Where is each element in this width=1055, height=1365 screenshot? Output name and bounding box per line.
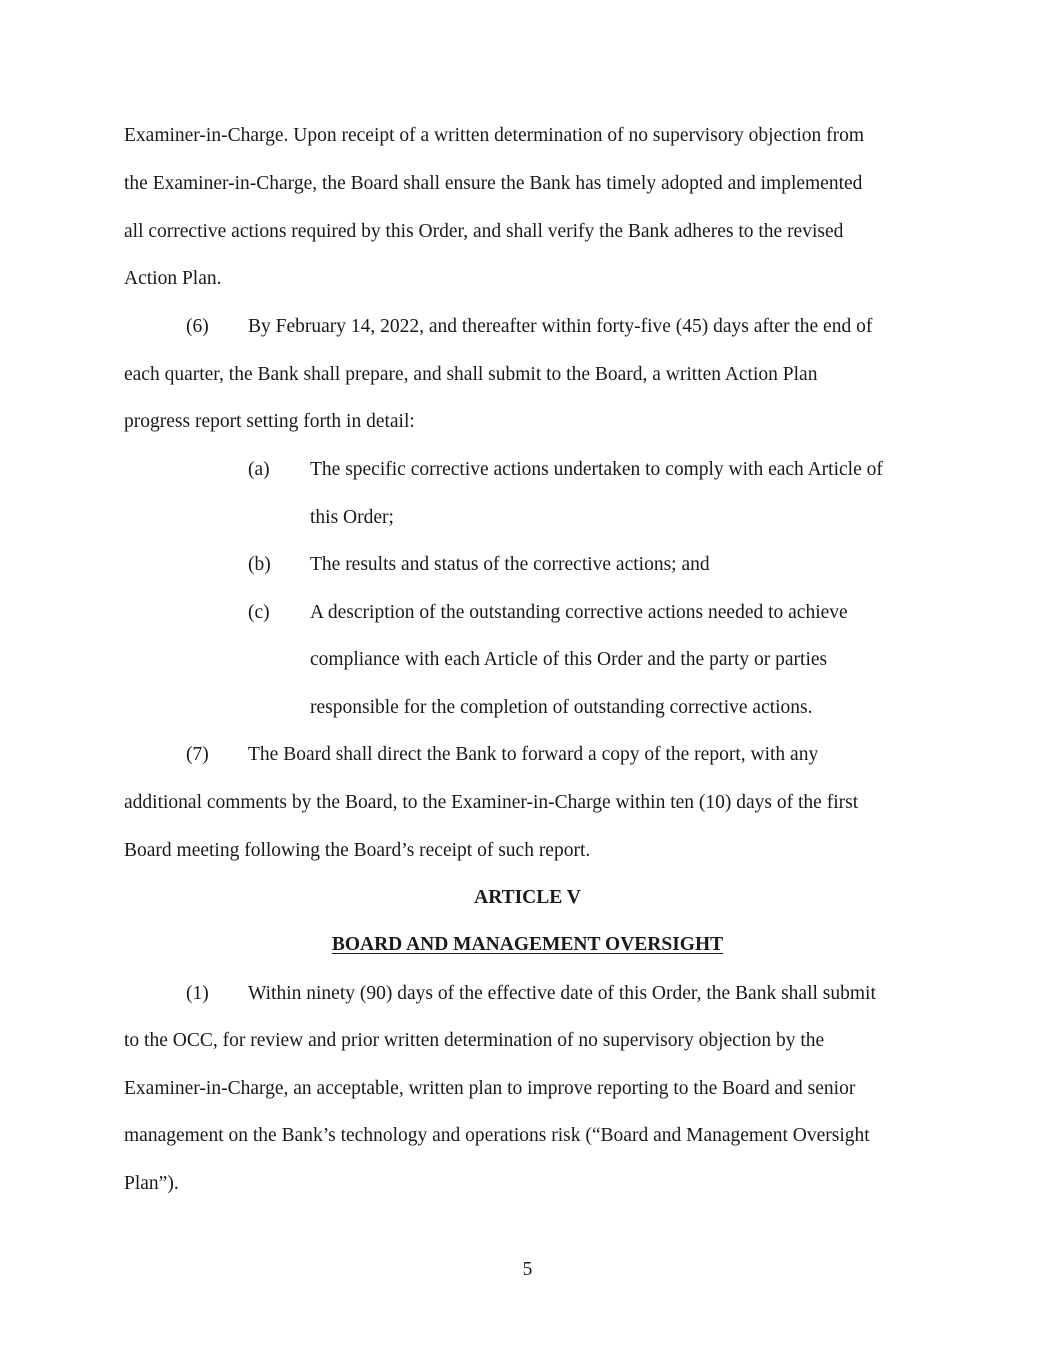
text-line: A description of the outstanding corrective actions needed to achieve [310,602,848,623]
paragraph-number: (7) [186,744,209,765]
text-line: management on the Bank’s technology and operations risk (“Board and Management Oversight [124,1125,870,1146]
text-line: Examiner-in-Charge, an acceptable, written plan to improve reporting to the Board and senior [124,1078,856,1099]
text-line: progress report setting forth in detail: [124,411,415,432]
article-number-heading: ARTICLE V [474,887,581,908]
list-item-label: (c) [248,602,270,623]
paragraph-number: (6) [186,316,209,337]
text-line: additional comments by the Board, to the Examiner-in-Charge within ten (10) days of the first [124,792,859,813]
list-item-label: (b) [248,554,271,575]
text-line: Examiner-in-Charge. Upon receipt of a written determination of no supervisory objection from [124,125,865,146]
list-item-label: (a) [248,459,270,480]
text-line: each quarter, the Bank shall prepare, and shall submit to the Board, a written Action Plan [124,364,818,385]
text-line: this Order; [310,507,394,528]
text-line: The specific corrective actions undertaken to comply with each Article of [310,459,883,480]
text-line: The results and status of the corrective actions; and [310,554,710,575]
text-line: By February 14, 2022, and thereafter within forty-five (45) days after the end of [248,316,873,337]
text-line: Plan”). [124,1173,179,1194]
article-title-text: BOARD AND MANAGEMENT OVERSIGHT [331,934,724,955]
page-number: 5 [522,1259,533,1280]
text-line: The Board shall direct the Bank to forward a copy of the report, with any [248,744,819,765]
text-line: to the OCC, for review and prior written determination of no supervisory objection by the [124,1030,825,1051]
text-line: Within ninety (90) days of the effective date of this Order, the Bank shall submit [248,983,876,1004]
text-line: Board meeting following the Board’s receipt of such report. [124,840,591,861]
text-line: responsible for the completion of outstanding corrective actions. [310,697,813,718]
text-line: the Examiner-in-Charge, the Board shall ensure the Bank has timely adopted and implemented [124,173,863,194]
paragraph-number: (1) [186,983,209,1004]
text-line: Action Plan. [124,268,222,289]
text-line: compliance with each Article of this Order and the party or parties [310,649,828,670]
text-line: all corrective actions required by this Order, and shall verify the Bank adheres to the revised [124,221,844,242]
article-title-heading [0,933,1055,957]
